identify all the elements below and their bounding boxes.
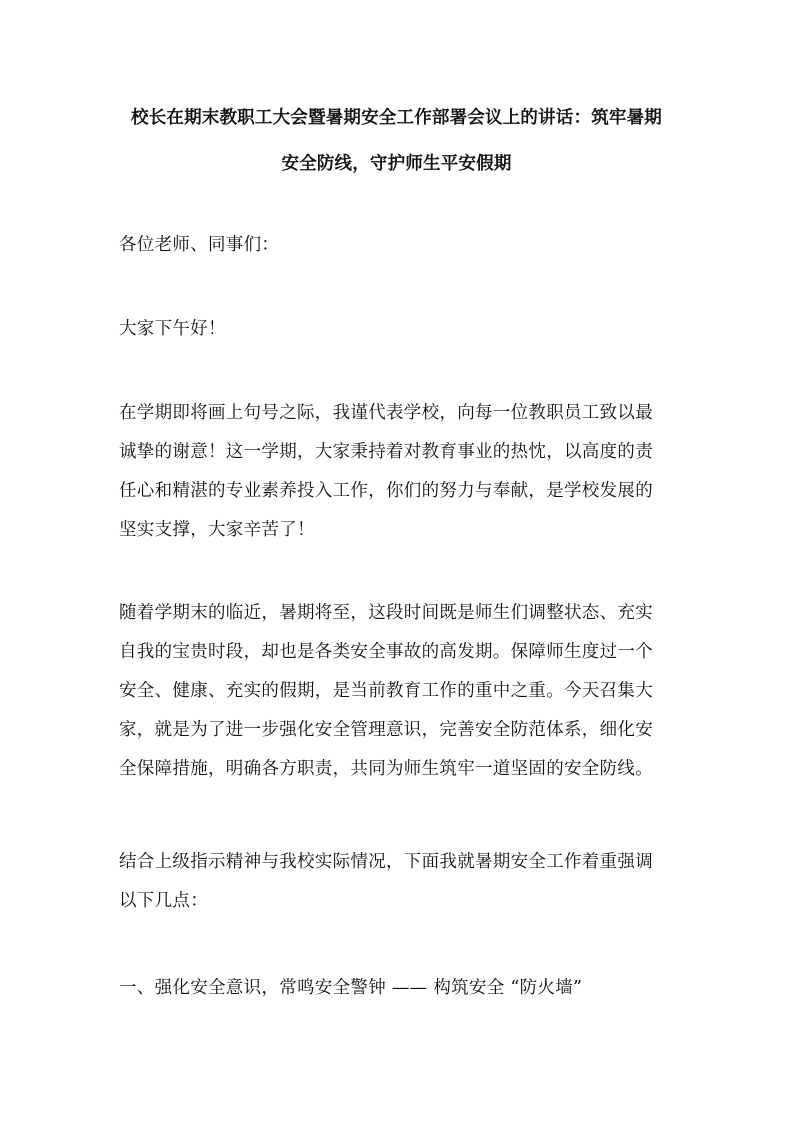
- paragraph-line: 全保障措施，明确各方职责，共同为师生筑牢一道坚固的安全防线。: [119, 759, 653, 779]
- paragraph-line: 结合上级指示精神与我校实际情况，下面我就暑期安全工作着重强调: [119, 852, 653, 872]
- paragraph-line: 坚实支撑，大家辛苦了！: [119, 520, 315, 540]
- paragraph-line: 任心和精湛的专业素养投入工作，你们的努力与奉献，是学校发展的: [119, 481, 653, 501]
- paragraph-line: 诚挚的谢意！这一学期，大家秉持着对教育事业的热忱，以高度的责: [119, 442, 653, 462]
- document-title-line-2: 安全防线，守护师生平安假期: [281, 154, 512, 174]
- document-title-line-1: 校长在期末教职工大会暨暑期安全工作部署会议上的讲话：筑牢暑期: [131, 108, 662, 128]
- paragraph-line: 以下几点：: [119, 891, 208, 911]
- greeting: 各位老师、同事们：: [119, 235, 280, 255]
- paragraph-line: 随着学期末的临近，暑期将至，这段时间既是师生们调整状态、充实: [119, 603, 653, 623]
- salutation: 大家下午好！: [119, 319, 226, 339]
- paragraph-line: 自我的宝贵时段，却也是各类安全事故的高发期。保障师生度过一个: [119, 642, 653, 662]
- paragraph-line: 安全、健康、充实的假期，是当前教育工作的重中之重。今天召集大: [119, 681, 653, 701]
- paragraph-line: 在学期即将画上句号之际，我谨代表学校，向每一位教职员工致以最: [119, 403, 653, 423]
- section-heading: 一、强化安全意识，常鸣安全警钟 —— 构筑安全 “防火墙”: [119, 978, 583, 998]
- paragraph-line: 家，就是为了进一步强化安全管理意识，完善安全防范体系，细化安: [119, 720, 653, 740]
